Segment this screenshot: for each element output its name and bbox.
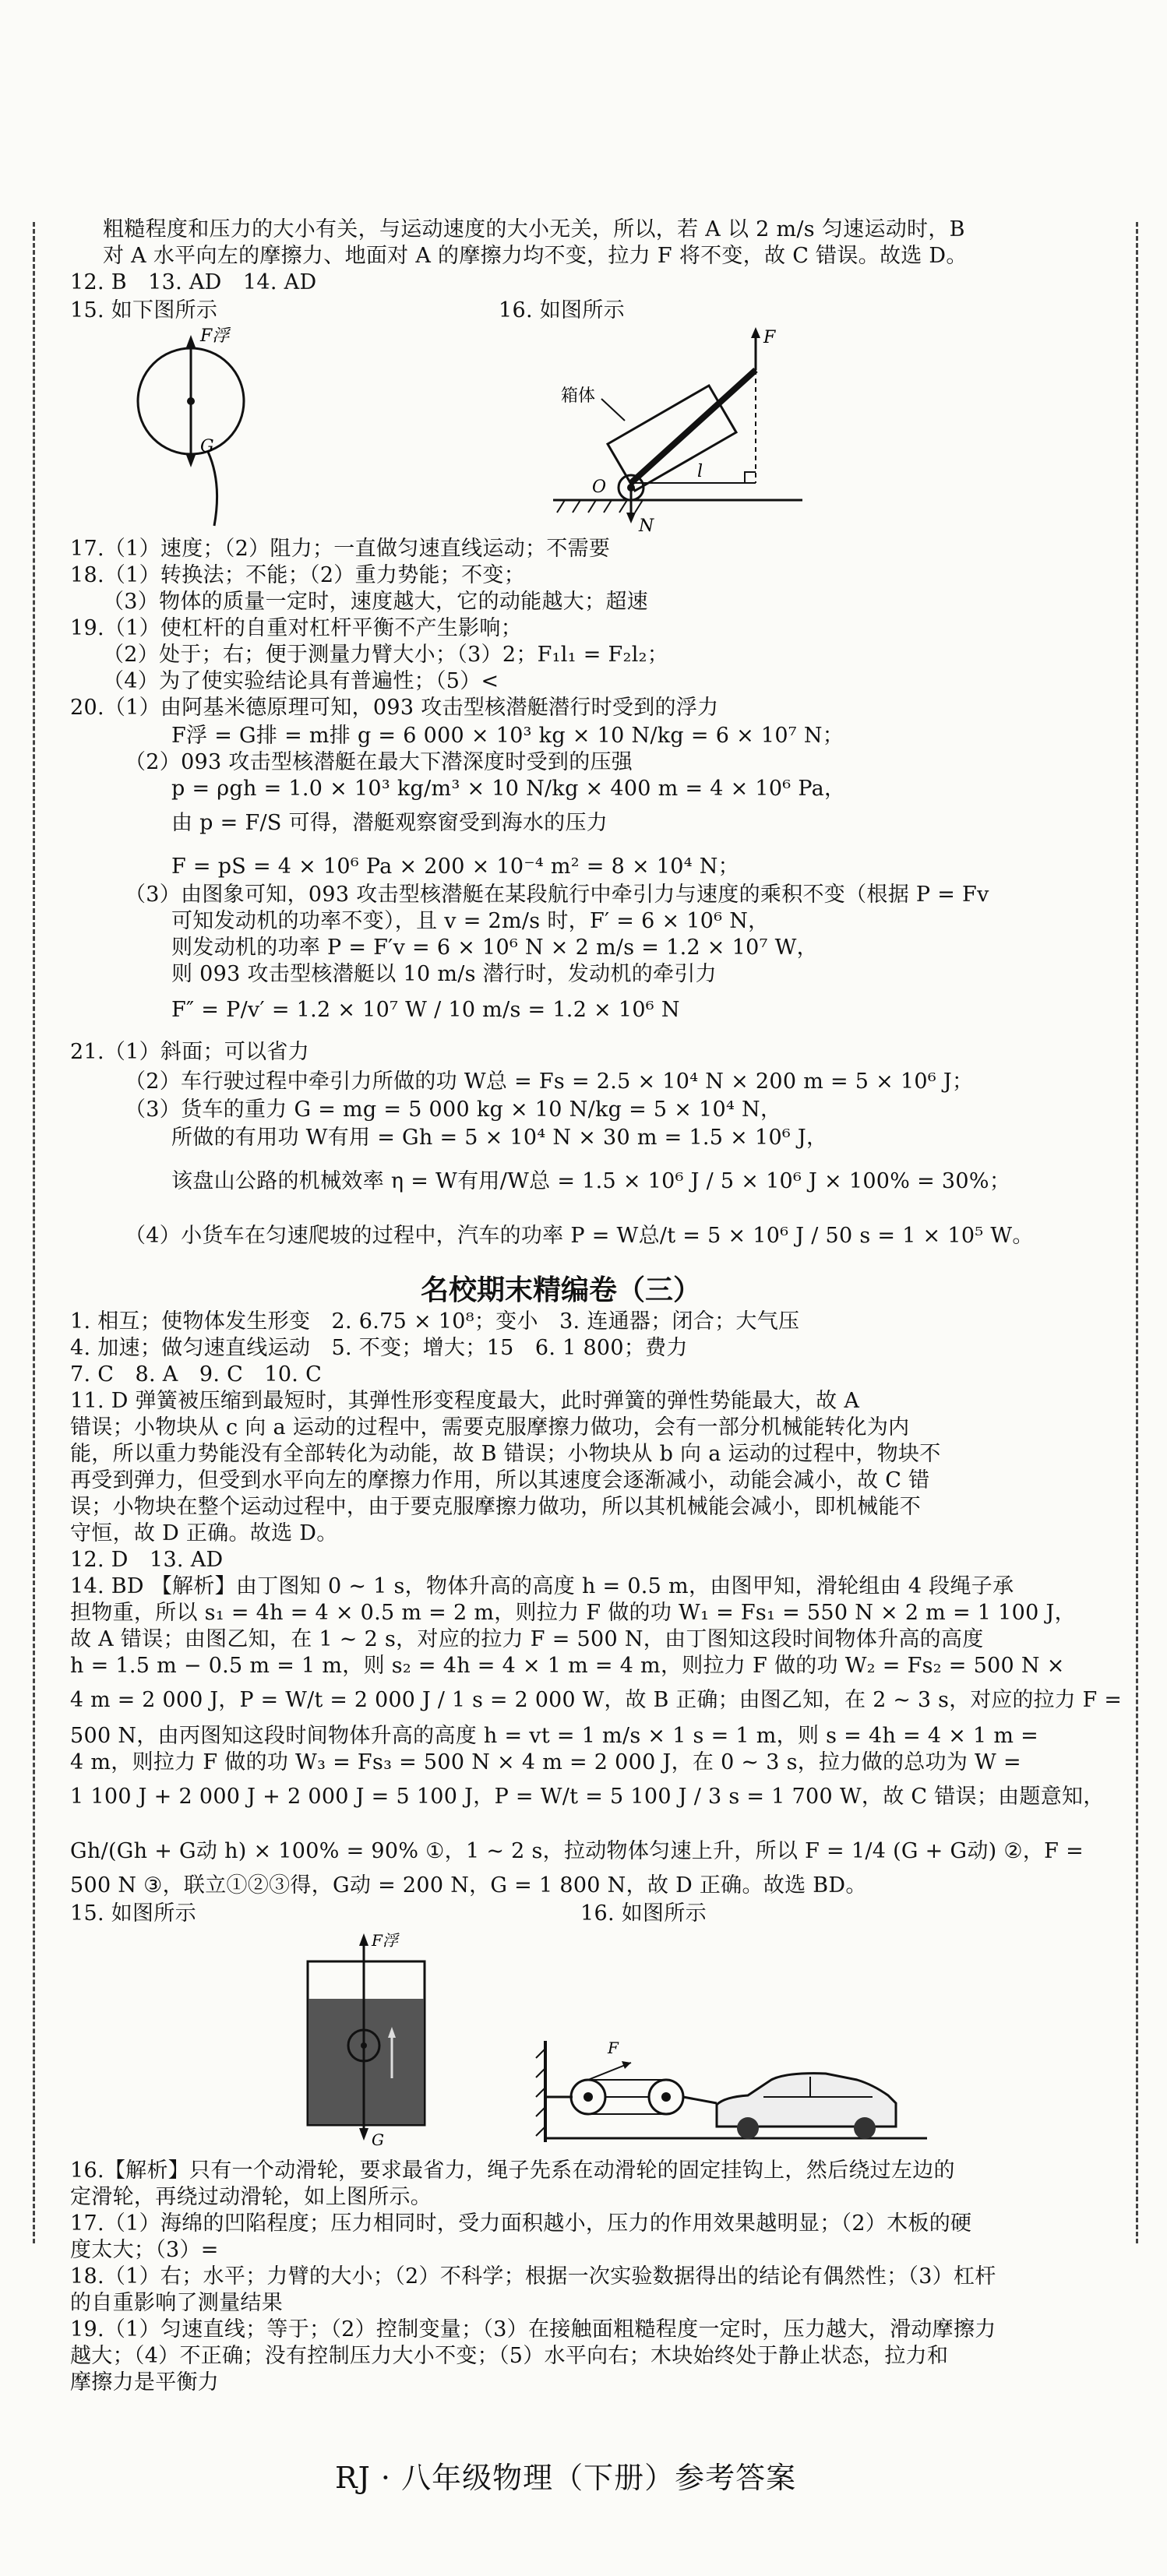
text-line: 误；小物块在整个运动过程中，由于要克服摩擦力做功，所以其机械能会减小，即机械能不 bbox=[70, 1495, 921, 1519]
text-line: 500 N，由丙图知这段时间物体升高的高度 h = vt = 1 m/s × 1 s = 1 m，则 s = 4h = 4 × 1 m = bbox=[70, 1724, 1039, 1748]
text-line: 15. 如图所示 bbox=[70, 1901, 196, 1926]
text-line: 18.（1）右；水平；力臂的大小；（2）不科学；根据一次实验数据得出的结论有偶然性；（3）杠杆 bbox=[70, 2264, 996, 2289]
text-line: F = pS = 4 × 10⁶ Pa × 200 × 10⁻⁴ m² = 8 × 10⁴ N； bbox=[171, 855, 739, 879]
text-line: F浮 = G排 = m排 g = 6 000 × 10³ kg × 10 N/kg = 6 × 10⁷ N； bbox=[171, 724, 844, 748]
text-line: 17.（1）海绵的凹陷程度；压力相同时，受力面积越小，压力的作用效果越明显；（2）木板的硬 bbox=[70, 2211, 972, 2236]
n-label: N bbox=[639, 516, 654, 536]
text-line: 19.（1）匀速直线；等于；（2）控制变量；（3）在接触面粗糙程度一定时，压力越大，滑动摩擦力 bbox=[70, 2317, 996, 2342]
text-line: 19.（1）使杠杆的自重对杠杆平衡不产生影响； bbox=[70, 616, 523, 640]
text-line: 所做的有用功 W有用 = Gh = 5 × 10⁴ N × 30 m = 1.5 × 10⁶ J， bbox=[171, 1126, 828, 1150]
text-line: 20.（1）由阿基米德原理可知，093 攻击型核潜艇潜行时受到的浮力 bbox=[70, 696, 719, 720]
text-line: 摩擦力是平衡力 bbox=[70, 2370, 220, 2395]
f-label: F bbox=[763, 328, 776, 347]
text-line: （2）车行驶过程中牵引力所做的功 W总 = Fs = 2.5 × 10⁴ N × 200 m = 5 × 10⁶ J； bbox=[125, 1070, 974, 1094]
left-dashed-border bbox=[33, 222, 35, 2243]
text-line: 4. 加速；做匀速直线运动 5. 不变；增大；15 6. 1 800；费力 bbox=[70, 1336, 688, 1360]
text-line: 4 m，则拉力 F 做的功 W₃ = Fs₃ = 500 N × 4 m = 2 000 J，在 0 ~ 3 s，拉力做的总功为 W = bbox=[70, 1750, 1021, 1774]
string bbox=[208, 452, 217, 526]
text-line: 定滑轮，再绕过动滑轮，如上图所示。 bbox=[70, 2185, 432, 2209]
figure-16-pulley-car-diagram bbox=[530, 2025, 935, 2150]
text-line: （2）处于；右；便于测量力臂大小；（3）2；F₁l₁ = F₂l₂； bbox=[103, 643, 669, 667]
text-line: 1 100 J + 2 000 J + 2 000 J = 5 100 J，P = W/t = 5 100 J / 3 s = 1 700 W，故 C 错误；由题意知， bbox=[70, 1785, 1105, 1809]
text-line: 故 A 错误；由图乙知，在 1 ~ 2 s，对应的拉力 F = 500 N，由丁图知这段时间物体升高的高度 bbox=[70, 1627, 984, 1651]
text-line: 14. BD 【解析】由丁图知 0 ~ 1 s，物体升高的高度 h = 0.5 m，由图甲知，滑轮组由 4 段绳子承 bbox=[70, 1574, 1014, 1598]
f-buoyancy-label: F浮 bbox=[372, 1931, 398, 1950]
text-line: h = 1.5 m − 0.5 m = 1 m，则 s₂ = 4h = 4 × 1 m = 4 m，则拉力 F 做的功 W₂ = Fs₂ = 500 N × bbox=[70, 1654, 1065, 1678]
text-line: 4 m = 2 000 J，P = W/t = 2 000 J / 1 s = 2 000 W，故 B 正确；由图乙知，在 2 ~ 3 s，对应的拉力 F = bbox=[70, 1688, 1123, 1712]
o-label: O bbox=[592, 477, 607, 497]
text-line: （2）093 攻击型核潜艇在最大下潜深度时受到的压强 bbox=[125, 750, 633, 774]
f-buoyancy-label: F浮 bbox=[200, 327, 230, 346]
text-line: 18.（1）转换法；不能；（2）重力势能；不变； bbox=[70, 563, 525, 587]
text-line: （3）货车的重力 G = mg = 5 000 kg × 10 N/kg = 5 × 10⁴ N， bbox=[125, 1098, 782, 1122]
text-line: 错误；小物块从 c 向 a 运动的过程中，需要克服摩擦力做功，会有一部分机械能转化为内 bbox=[70, 1415, 910, 1440]
text-line: 对 A 水平向左的摩擦力、地面对 A 的摩擦力均不变，拉力 F 将不变，故 C 错误。故选 D。 bbox=[103, 244, 968, 268]
text-line: 则发动机的功率 P = F′v = 6 × 10⁶ N × 2 m/s = 1.2 × 10⁷ W， bbox=[171, 936, 818, 960]
figure-16-box-lever-diagram bbox=[538, 327, 826, 537]
text-line: 粗糙程度和压力的大小有关，与运动速度的大小无关，所以，若 A 以 2 m/s 匀速运动时，B bbox=[103, 217, 965, 241]
text-line: 11. D 弹簧被压缩到最短时，其弹性形变程度最大，此时弹簧的弹性势能最大，故 A bbox=[70, 1389, 860, 1413]
text-line: 7. C 8. A 9. C 10. C bbox=[70, 1362, 323, 1387]
text-line: Gh/(Gh + G动 h) × 100% = 90% ①，1 ~ 2 s，拉动物体匀速上升，所以 F = 1/4 (G + G动) ②，F = bbox=[70, 1839, 1084, 1863]
text-line: 再受到弹力，但受到水平向左的摩擦力作用，所以其速度会逐渐减小，动能会减小，故 C 错 bbox=[70, 1468, 930, 1492]
g-label: G bbox=[372, 2130, 384, 2148]
text-line: （3）物体的质量一定时，速度越大，它的动能越大；超速 bbox=[103, 590, 648, 614]
g-label: G bbox=[200, 437, 214, 456]
text-line: 则 093 攻击型核潜艇以 10 m/s 潜行时，发动机的牵引力 bbox=[171, 962, 717, 986]
section-heading: 名校期末精编卷（三） bbox=[421, 1274, 702, 1306]
text-line: 度太大；（3）= bbox=[70, 2238, 219, 2262]
text-line: 21.（1）斜面；可以省力 bbox=[70, 1040, 310, 1064]
text-line: 16. 如图所示 bbox=[580, 1901, 707, 1926]
text-line: 能，所以重力势能没有全部转化为动能，故 B 错误；小物块从 b 向 a 运动的过程中，物块不 bbox=[70, 1442, 941, 1466]
right-dashed-border bbox=[1136, 222, 1138, 2243]
text-line: 担物重，所以 s₁ = 4h = 4 × 0.5 m = 2 m，则拉力 F 做的功 W₁ = Fs₁ = 550 N × 2 m = 1 100 J， bbox=[70, 1601, 1076, 1625]
page-footer: RJ · 八年级物理（下册）参考答案 bbox=[335, 2461, 797, 2495]
text-line: 的自重影响了测量结果 bbox=[70, 2291, 283, 2315]
text-line: p = ρgh = 1.0 × 10³ kg/m³ × 10 N/kg × 400 m = 4 × 10⁶ Pa， bbox=[171, 777, 846, 801]
handle bbox=[631, 370, 756, 483]
text-line: （4）为了使实验结论具有普遍性；（5）< bbox=[103, 669, 499, 693]
text-line: 500 N ③，联立①②③得，G动 = 200 N，G = 1 800 N，故 D 正确。故选 BD。 bbox=[70, 1873, 867, 1898]
text-line: 12. B 13. AD 14. AD bbox=[70, 270, 317, 294]
text-line: 15. 如下图所示 bbox=[70, 298, 218, 322]
figure-15-container-diagram bbox=[300, 1930, 432, 2148]
text-line: 17.（1）速度；（2）阻力；一直做匀速直线运动；不需要 bbox=[70, 537, 611, 561]
text-line: 该盘山公路的机械效率 η = W有用/W总 = 1.5 × 10⁶ J / 5 × 10⁶ J × 100% = 30%； bbox=[171, 1169, 1011, 1193]
text-line: 1. 相互；使物体发生形变 2. 6.75 × 10⁸；变小 3. 连通器；闭合；大气压 bbox=[70, 1309, 800, 1334]
f-label: F bbox=[608, 2039, 619, 2057]
text-line: （4）小货车在匀速爬坡的过程中，汽车的功率 P = W总/t = 5 × 10⁶ J / 50 s = 1 × 10⁵ W。 bbox=[125, 1224, 1034, 1248]
car-wheel bbox=[737, 2117, 759, 2139]
text-line: 越大；（4）不正确；没有控制压力大小不变；（5）水平向右；木块始终处于静止状态，拉力和 bbox=[70, 2344, 949, 2368]
text-line: 守恒，故 D 正确。故选 D。 bbox=[70, 1521, 338, 1545]
text-line: 16. 如图所示 bbox=[499, 298, 625, 322]
l-label: l bbox=[697, 462, 703, 481]
text-line: （3）由图象可知，093 攻击型核潜艇在某段航行中牵引力与速度的乘积不变（根据 P = Fv bbox=[125, 883, 989, 907]
text-line: 可知发动机的功率不变），且 v = 2m/s 时，F′ = 6 × 10⁶ N， bbox=[171, 909, 770, 933]
text-line: 由 p = F/S 可得，潜艇观察窗受到海水的压力 bbox=[171, 811, 608, 835]
figure-15-ball-diagram bbox=[136, 327, 245, 530]
box-label: 箱体 bbox=[561, 386, 596, 406]
text-line: 16.【解析】只有一个动滑轮，要求最省力，绳子先系在动滑轮的固定挂钩上，然后绕过左边的 bbox=[70, 2158, 955, 2183]
car-wheel bbox=[854, 2117, 876, 2139]
text-line: 12. D 13. AD bbox=[70, 1548, 224, 1572]
text-line: F″ = P/v′ = 1.2 × 10⁷ W / 10 m/s = 1.2 × 10⁶ N bbox=[171, 998, 680, 1022]
